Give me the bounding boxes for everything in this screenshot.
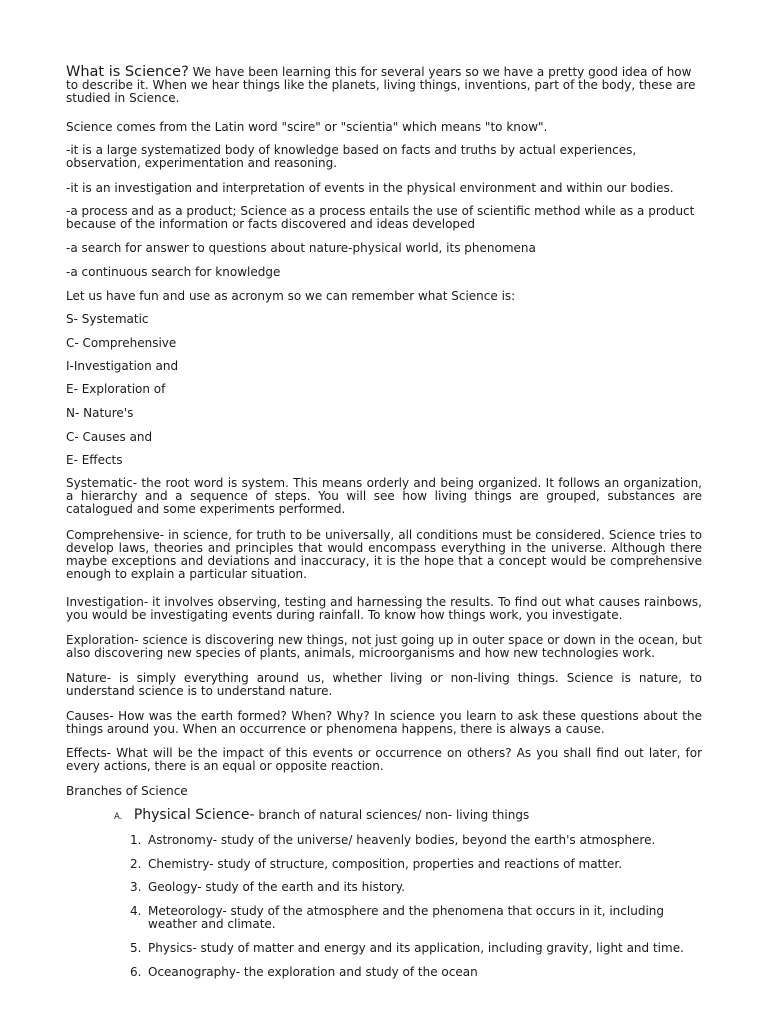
acronym-intro: Let us have fun and use as acronym so we can remember what Science is: [66, 289, 516, 303]
definition-item: -it is a large systematized body of knowledge based on facts and truths by actual experiences, observation, experimentation and reasoning. [66, 143, 637, 170]
list-number: 4. [130, 904, 142, 918]
acronym-line: E- Effects [66, 453, 123, 467]
acronym-line: C- Causes and [66, 430, 153, 444]
list-item [130, 881, 720, 894]
list-item [130, 942, 720, 955]
list-number: 2. [130, 857, 142, 871]
list-item [130, 834, 720, 847]
definition-item: -a continuous search for knowledge [66, 265, 281, 279]
list-item [130, 858, 720, 871]
explanation-exploration: Exploration- science is discovering new things, not just going up in outer space or down in the ocean, but also discovering new species of plants, animals, microorganisms and how new technologies work. [66, 633, 702, 660]
list-item [130, 905, 720, 931]
branch-letter: A. [114, 812, 123, 822]
list-text: Geology- study of the earth and its history. [148, 880, 406, 894]
explanation-effects: Effects- What will be the impact of this events or occurrence on others? As you shall find out later, for every actions, there is an equal or opposite reaction. [66, 746, 702, 773]
document-title: What is Science? [66, 64, 189, 80]
list-text: Meteorology- study of the atmosphere and the phenomena that occurs in it, including weather and climate. [148, 904, 664, 931]
explanation-comprehensive: Comprehensive- in science, for truth to be universally, all conditions must be considered. Science tries to develop laws, theories and principles that would encompass everything in the universe. Although there maybe exceptions and deviations and inaccuracy, it is the hope that a concept would be comprehensive enough to explain a particular situation. [66, 528, 702, 581]
explanation-nature: Nature- is simply everything around us, whether living or non-living things. Science is nature, to understand science is to understand nature. [66, 671, 702, 698]
explanation-systematic: Systematic- the root word is system. This means orderly and being organized. It follows an organization, a hierarchy and a sequence of steps. You will see how living things are grouped, substances are catalogued and some experiments performed. [66, 476, 702, 516]
branches-heading: Branches of Science [66, 784, 188, 798]
list-text: Astronomy- study of the universe/ heavenly bodies, beyond the earth's atmosphere. [148, 833, 656, 847]
acronym-line: E- Exploration of [66, 382, 166, 396]
intro-text: We have been learning this for several years so we have a pretty good idea of how to describe it. When we hear things like the planets, living things, inventions, part of the body, these are studied in Science. [66, 65, 696, 105]
branch-description: branch of natural sciences/ non- living things [254, 808, 530, 822]
acronym-line: C- Comprehensive [66, 336, 177, 350]
explanation-investigation: Investigation- it involves observing, testing and harnessing the results. To find out what causes rainbows, you would be investigating events during rainfall. To know how things work, you investigate. [66, 595, 702, 622]
list-text: Chemistry- study of structure, composition, properties and reactions of matter. [148, 857, 623, 871]
explanation-causes: Causes- How was the earth formed? When? Why? In science you learn to ask these questions about the things around you. When an occurrence or phenomena happens, there is always a cause. [66, 709, 702, 736]
list-number: 3. [130, 880, 142, 894]
acronym-line: S- Systematic [66, 312, 149, 326]
list-text: Physics- study of matter and energy and its application, including gravity, light and time. [148, 941, 684, 955]
latin-origin-paragraph: Science comes from the Latin word "scire" or "scientia" which means "to know". [66, 120, 548, 134]
list-number: 5. [130, 941, 142, 955]
list-number: 1. [130, 833, 142, 847]
list-text: Oceanography- the exploration and study of the ocean [148, 965, 478, 979]
branch-physical-science [114, 809, 714, 824]
acronym-line: N- Nature's [66, 406, 134, 420]
definition-item: -a search for answer to questions about nature-physical world, its phenomena [66, 241, 536, 255]
list-number: 6. [130, 965, 142, 979]
list-item [130, 966, 720, 979]
definition-item: -a process and as a product; Science as a process entails the use of scientific method while as a product because of the information or facts discovered and ideas developed [66, 204, 695, 231]
acronym-line: I-Investigation and [66, 359, 179, 373]
definition-item: -it is an investigation and interpretation of events in the physical environment and within our bodies. [66, 181, 674, 195]
intro-paragraph [66, 66, 702, 105]
branch-title: Physical Science- [133, 807, 255, 823]
